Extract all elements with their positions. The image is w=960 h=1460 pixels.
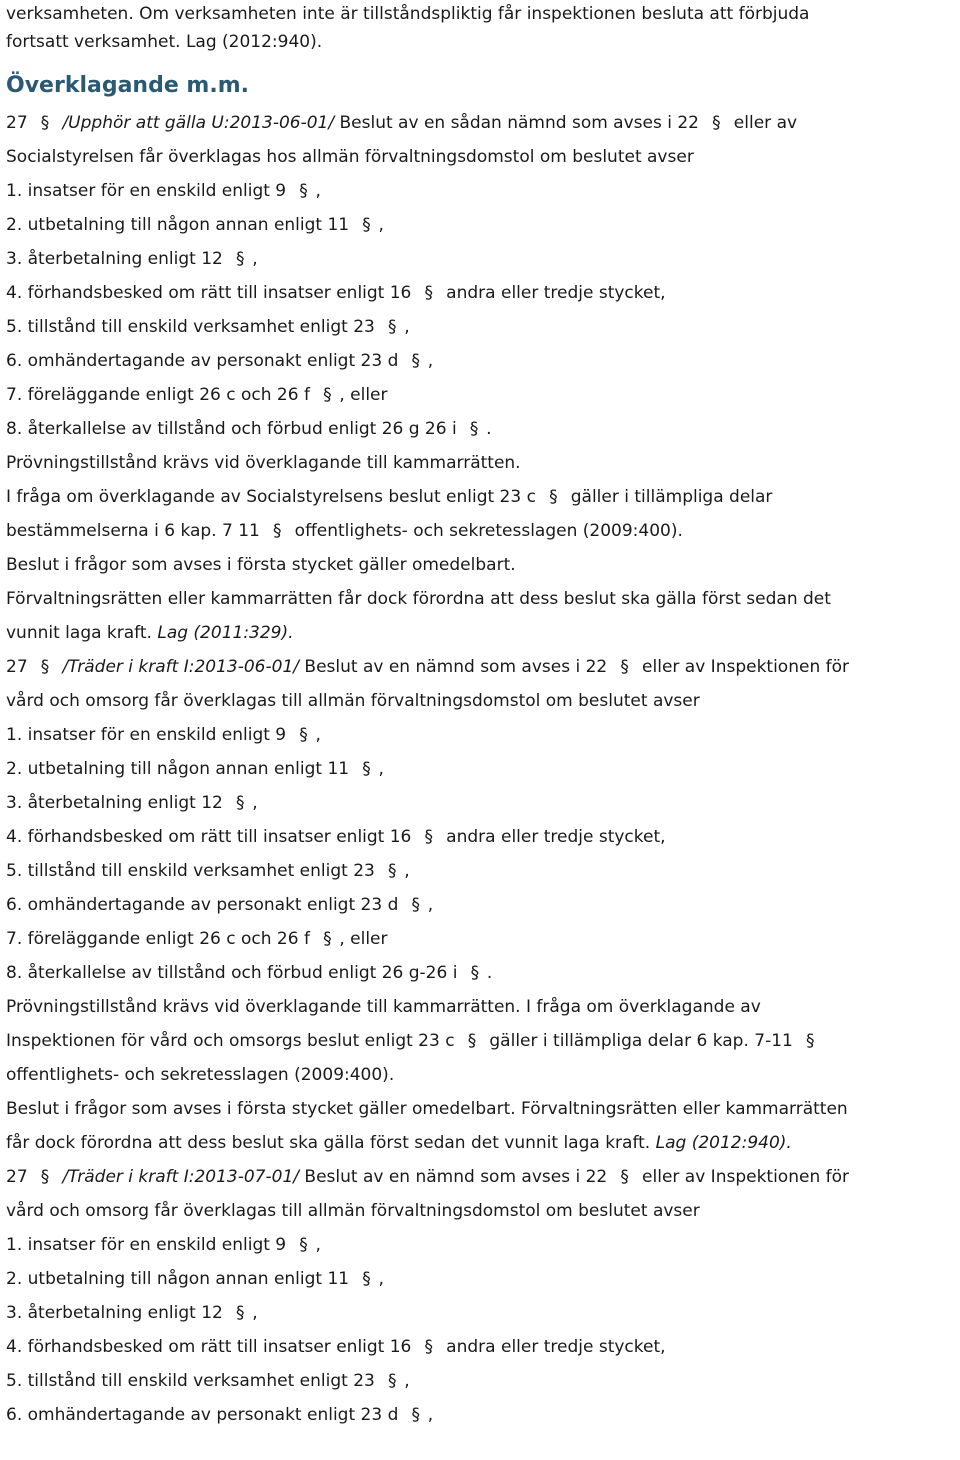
text-span: 8. återkallelse av tillstånd och förbud enligt 26 g-26 i: [6, 963, 463, 983]
text-line: Beslut i frågor som avses i första stycket gäller omedelbart.: [6, 555, 516, 575]
text-span: 2. utbetalning till någon annan enligt 11: [6, 1269, 355, 1289]
text-line: [6, 1364, 960, 1398]
text-span: Inspektionen för vård och omsorgs beslut enligt 23 c: [6, 1031, 460, 1051]
text-span: 27: [6, 113, 34, 133]
text-line: [6, 786, 960, 820]
section-sign: §: [388, 317, 397, 337]
text-line: vård och omsorg får överklagas till allmän förvaltningsdomstol om beslutet avser: [6, 1201, 700, 1221]
text-line: [6, 310, 960, 344]
section-sign: §: [620, 657, 629, 677]
text-span: gäller i tillämpliga delar 6 kap. 7-11: [483, 1031, 799, 1051]
text-span: 6. omhändertagande av personakt enligt 23 d: [6, 895, 404, 915]
section-sign: §: [299, 181, 308, 201]
text-line: [6, 1126, 960, 1160]
text-span: 5. tillstånd till enskild verksamhet enligt 23: [6, 317, 381, 337]
text-line: Beslut i frågor som avses i första stycket gäller omedelbart. Förvaltningsrätten eller kammarrätten: [6, 1099, 848, 1119]
section-sign: §: [236, 793, 245, 813]
text-span: 3. återbetalning enligt 12: [6, 793, 229, 813]
text-span: 1. insatser för en enskild enligt 9: [6, 1235, 292, 1255]
text-line: [6, 752, 960, 786]
text-line: [6, 1262, 960, 1296]
section-sign: §: [362, 1269, 371, 1289]
text-span: 6. omhändertagande av personakt enligt 23 d: [6, 351, 404, 371]
text-line: vård och omsorg får överklagas till allmän förvaltningsdomstol om beslutet avser: [6, 691, 700, 711]
text-span: 2. utbetalning till någon annan enligt 11: [6, 215, 355, 235]
section-sign: §: [323, 385, 332, 405]
text-span: offentlighets- och sekretesslagen (2009:400).: [289, 521, 683, 541]
text-span: andra eller tredje stycket,: [440, 1337, 666, 1357]
section-sign: §: [549, 487, 558, 507]
italic-span: /Upphör att gälla U:2013-06-01/: [62, 113, 335, 133]
text-line: [6, 616, 960, 650]
text-line: [6, 106, 960, 140]
text-span: ,: [252, 1303, 258, 1323]
text-span: får dock förordna att dess beslut ska gälla först sedan det vunnit laga kraft.: [6, 1133, 656, 1153]
text-span: 27: [6, 1167, 34, 1187]
text-line: [6, 1024, 960, 1058]
text-span: eller av Inspektionen för: [636, 1167, 849, 1187]
text-line: [6, 1330, 960, 1364]
text-line: [6, 650, 960, 684]
text-span: ,: [404, 317, 410, 337]
text-line: [6, 718, 960, 752]
section-sign: §: [40, 113, 50, 133]
text-span: Beslut av en nämnd som avses i 22: [299, 1167, 613, 1187]
section-sign: §: [712, 113, 721, 133]
text-span: , eller: [339, 385, 388, 405]
text-line: [6, 1398, 960, 1432]
text-span: 5. tillstånd till enskild verksamhet enligt 23: [6, 861, 381, 881]
section-sign: §: [424, 827, 434, 847]
text-line: [6, 922, 960, 956]
text-line: [6, 820, 960, 854]
section-sign: §: [411, 351, 421, 371]
text-span: ,: [378, 759, 384, 779]
text-span: 8. återkallelse av tillstånd och förbud enligt 26 g 26 i: [6, 419, 463, 439]
section-sign: §: [362, 759, 371, 779]
text-line: [6, 1228, 960, 1262]
section-sign: §: [273, 521, 282, 541]
text-line: [6, 1296, 960, 1330]
section-sign: §: [299, 1235, 308, 1255]
text-span: ,: [252, 793, 258, 813]
text-span: ,: [427, 895, 434, 915]
text-span: bestämmelserna i 6 kap. 7 11: [6, 521, 266, 541]
text-line: Socialstyrelsen får överklagas hos allmän förvaltningsdomstol om beslutet avser: [6, 147, 694, 167]
text-line: offentlighets- och sekretesslagen (2009:400).: [6, 1065, 395, 1085]
text-line: Prövningstillstånd krävs vid överklagande till kammarrätten. I fråga om överklagande av: [6, 997, 761, 1017]
text-span: I fråga om överklagande av Socialstyrelsens beslut enligt 23 c: [6, 487, 542, 507]
text-span: vunnit laga kraft.: [6, 623, 158, 643]
text-span: .: [486, 419, 492, 439]
section-sign: §: [236, 1303, 245, 1323]
text-span: ,: [404, 1371, 410, 1391]
text-span: ,: [378, 215, 384, 235]
text-span: ,: [427, 1405, 434, 1425]
text-span: 4. förhandsbesked om rätt till insatser enligt 16: [6, 827, 417, 847]
text-span: ,: [404, 861, 410, 881]
text-span: eller av: [728, 113, 798, 133]
text-span: .: [486, 963, 493, 983]
text-span: 5. tillstånd till enskild verksamhet enligt 23: [6, 1371, 381, 1391]
section-sign: §: [388, 1371, 397, 1391]
text-line: fortsatt verksamhet. Lag (2012:940).: [6, 32, 323, 52]
text-line: [6, 276, 960, 310]
text-line: Prövningstillstånd krävs vid överklagande till kammarrätten.: [6, 453, 521, 473]
section-sign: §: [388, 861, 397, 881]
text-line: [6, 854, 960, 888]
text-span: 3. återbetalning enligt 12: [6, 249, 229, 269]
section-sign: §: [40, 1167, 50, 1187]
section-sign: §: [469, 419, 479, 439]
section-sign: §: [40, 657, 50, 677]
text-line: [6, 412, 960, 446]
text-line: Förvaltningsrätten eller kammarrätten får dock förordna att dess beslut ska gälla först sedan det: [6, 589, 831, 609]
text-span: 7. föreläggande enligt 26 c och 26 f: [6, 385, 316, 405]
text-line: [6, 174, 960, 208]
text-span: Beslut av en sådan nämnd som avses i 22: [334, 113, 705, 133]
text-span: 3. återbetalning enligt 12: [6, 1303, 229, 1323]
text-line: [6, 480, 960, 514]
italic-span: Lag (2012:940).: [655, 1133, 792, 1153]
section-sign: §: [323, 929, 332, 949]
text-span: 2. utbetalning till någon annan enligt 11: [6, 759, 355, 779]
text-span: 6. omhändertagande av personakt enligt 23 d: [6, 1405, 404, 1425]
text-span: gäller i tillämpliga delar: [565, 487, 773, 507]
text-span: 1. insatser för en enskild enligt 9: [6, 725, 292, 745]
text-span: ,: [315, 181, 321, 201]
section-sign: §: [424, 283, 434, 303]
text-line: [6, 242, 960, 276]
section-heading: Överklagande m.m.: [6, 73, 249, 98]
section-sign: §: [236, 249, 245, 269]
text-span: 4. förhandsbesked om rätt till insatser enligt 16: [6, 283, 417, 303]
text-span: ,: [252, 249, 258, 269]
text-span: Beslut av en nämnd som avses i 22: [299, 657, 613, 677]
text-span: ,: [378, 1269, 384, 1289]
text-span: ,: [427, 351, 434, 371]
text-span: 4. förhandsbesked om rätt till insatser enligt 16: [6, 1337, 417, 1357]
text-span: , eller: [339, 929, 388, 949]
italic-span: /Träder i kraft I:2013-07-01/: [62, 1167, 299, 1187]
text-span: eller av Inspektionen för: [636, 657, 849, 677]
text-line: verksamheten. Om verksamheten inte är tillståndspliktig får inspektionen besluta att förbjuda: [6, 4, 810, 24]
text-line: [6, 514, 960, 548]
text-line: [6, 888, 960, 922]
section-sign: §: [362, 215, 371, 235]
text-span: 27: [6, 657, 34, 677]
section-sign: §: [467, 1031, 477, 1051]
section-sign: §: [411, 1405, 421, 1425]
text-span: 1. insatser för en enskild enligt 9: [6, 181, 292, 201]
section-sign: §: [424, 1337, 434, 1357]
text-span: andra eller tredje stycket,: [440, 283, 666, 303]
text-span: ,: [315, 725, 321, 745]
text-span: ,: [315, 1235, 321, 1255]
section-sign: §: [411, 895, 421, 915]
section-sign: §: [470, 963, 480, 983]
section-sign: §: [299, 725, 308, 745]
text-line: [6, 378, 960, 412]
section-sign: §: [620, 1167, 629, 1187]
text-line: [6, 1160, 960, 1194]
italic-span: Lag (2011:329).: [157, 623, 294, 643]
text-line: [6, 344, 960, 378]
text-span: andra eller tredje stycket,: [440, 827, 666, 847]
text-line: [6, 208, 960, 242]
italic-span: /Träder i kraft I:2013-06-01/: [62, 657, 299, 677]
text-span: 7. föreläggande enligt 26 c och 26 f: [6, 929, 316, 949]
text-line: [6, 956, 960, 990]
section-sign: §: [806, 1031, 815, 1051]
